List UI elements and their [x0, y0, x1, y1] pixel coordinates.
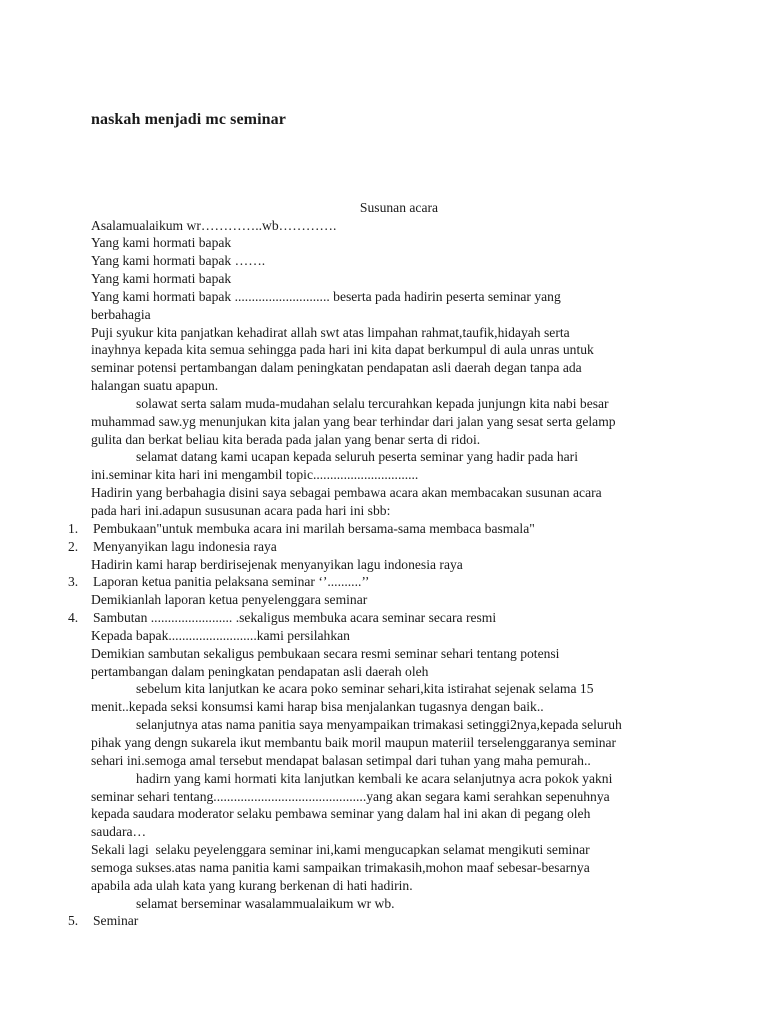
list-number: 2. [68, 538, 79, 554]
line-text: Seminar [93, 913, 139, 929]
paragraph-line [0, 770, 768, 788]
line-text: seminar sehari tentang.............................................yang akan segara kami serahkan sepenuhnya [91, 788, 610, 804]
paragraph-line [0, 859, 768, 877]
line-text: menit..kepada seksi konsumsi kami harap bisa menjalankan tugasnya dengan baik.. [91, 699, 544, 715]
line-text: Pembukaan"untuk membuka acara ini marilah bersama-sama membaca basmala" [93, 520, 535, 536]
list-number: 1. [68, 520, 79, 536]
paragraph-line [0, 431, 768, 449]
line-text: pada hari ini.adapun sususunan acara pada hari ini sbb: [91, 503, 391, 518]
paragraph-line [0, 627, 768, 645]
paragraph-line [0, 752, 768, 770]
line-text: Sambutan ........................ .sekaligus membuka acara seminar secara resmi [93, 610, 497, 626]
paragraph-line [0, 324, 768, 342]
line-text: Demikian sambutan sekaligus pembukaan secara resmi seminar sehari tentang potensi [91, 645, 560, 661]
paragraph-line [0, 341, 768, 359]
line-text: Hadirin kami harap berdirisejenak menyanyikan lagu indonesia raya [91, 556, 463, 572]
line-text: semoga sukses.atas nama panitia kami sampaikan trimakasih,mohon maaf sebesar-besarnya [91, 859, 590, 875]
paragraph-line [0, 234, 768, 252]
line-text: Laporan ketua panitia pelaksana seminar ‘’..........’’ [93, 574, 370, 590]
line-text: pertambangan dalam peningkatan pendapatan asli daerah oleh [91, 663, 429, 679]
line-text: muhammad saw.yg menunjukan kita jalan yang bear terhindar dari jalan yang sesat serta gelamp [91, 413, 616, 429]
document-body [0, 217, 768, 931]
line-text: Yang kami hormati bapak ............................ beserta pada hadirin peserta seminar yang [91, 288, 561, 304]
paragraph-line [0, 698, 768, 716]
line-text: inayhnya kepada kita semua sehingga pada hari ini kita dapat berkumpul di aula unras untuk [91, 342, 594, 358]
numbered-list-item [0, 538, 768, 556]
list-number: 4. [68, 610, 79, 626]
line-text: Puji syukur kita panjatkan kehadirat allah swt atas limpahan rahmat,taufik,hidayah serta [91, 324, 570, 340]
paragraph-line [0, 716, 768, 734]
document-title: naskah menjadi mc seminar [91, 111, 286, 128]
line-text: berbahagia [91, 306, 151, 322]
paragraph-line [0, 377, 768, 395]
line-text: Sekali lagi selaku peyelenggara seminar ini,kami mengucapkan selamat mengikuti seminar [91, 842, 590, 858]
numbered-list-item [0, 573, 768, 591]
line-text: ini.seminar kita hari ini mengambil topic............................... [91, 467, 419, 483]
line-text: sehari ini.semoga amal tersebut mendapat balasan setimpal dari tuhan yang maha pemurah.. [91, 752, 591, 768]
paragraph-line [0, 663, 768, 681]
list-number: 3. [68, 574, 79, 590]
paragraph-line [0, 645, 768, 663]
paragraph-line [0, 788, 768, 806]
line-text: Menyanyikan lagu indonesia raya [93, 538, 277, 554]
paragraph-line [0, 805, 768, 823]
line-text: saudara… [91, 824, 147, 840]
section-heading: Susunan acara [359, 200, 439, 215]
paragraph-line [0, 448, 768, 466]
line-text: Hadirin yang berbahagia disini saya sebagai pembawa acara akan membacakan susunan acara [91, 485, 602, 501]
line-text: Demikianlah laporan ketua penyelenggara seminar [91, 592, 368, 608]
paragraph-line [0, 288, 768, 306]
line-text: sebelum kita lanjutkan ke acara poko seminar sehari,kita istirahat sejenak selama 15 [136, 681, 594, 697]
line-text: Asalamualaikum wr…………..wb…………. [91, 217, 337, 233]
paragraph-line [0, 484, 768, 502]
line-text: pihak yang dengn sukarela ikut membantu baik moril maupun materiil terselenggaranya seminar [91, 734, 617, 750]
paragraph-line [0, 252, 768, 270]
paragraph-line [0, 680, 768, 698]
paragraph-line [0, 466, 768, 484]
line-text: Yang kami hormati bapak ……. [91, 253, 266, 269]
paragraph-line [0, 556, 768, 574]
paragraph-line [0, 306, 768, 324]
line-text: Yang kami hormati bapak [91, 235, 232, 251]
paragraph-line [0, 895, 768, 913]
paragraph-line [0, 270, 768, 288]
paragraph-line [0, 217, 768, 235]
paragraph-line [0, 359, 768, 377]
paragraph-line [0, 413, 768, 431]
line-text: halangan suatu apapun. [91, 378, 219, 394]
paragraph-line [0, 591, 768, 609]
numbered-list-item [0, 520, 768, 538]
line-text: hadirn yang kami hormati kita lanjutkan kembali ke acara selanjutnya acra pokok yakni [136, 770, 613, 786]
paragraph-line [0, 877, 768, 895]
line-text: solawat serta salam muda-mudahan selalu tercurahkan kepada junjungn kita nabi besar [136, 395, 609, 411]
paragraph-line [0, 395, 768, 413]
line-text: gulita dan berkat beliau kita berada pada jalan yang benar serta di ridoi. [91, 431, 481, 447]
paragraph-line [0, 823, 768, 841]
line-text: selamat datang kami ucapan kepada seluruh peserta seminar yang hadir pada hari [136, 449, 578, 465]
list-number: 5. [68, 913, 79, 929]
paragraph-line [0, 734, 768, 752]
numbered-list-item [0, 609, 768, 627]
line-text: Yang kami hormati bapak [91, 271, 232, 287]
line-text: seminar potensi pertambangan dalam peningkatan pendapatan asli daerah degan tanpa ada [91, 360, 582, 376]
line-text: kepada saudara moderator selaku pembawa seminar yang dalam hal ini akan di pegang oleh [91, 806, 591, 822]
line-text: Kepada bapak..........................kami persilahkan [91, 627, 350, 643]
paragraph-line [0, 502, 768, 520]
paragraph-line [0, 841, 768, 859]
line-text: apabila ada ulah kata yang kurang berkenan di hati hadirin. [91, 877, 413, 893]
numbered-list-item [0, 912, 768, 930]
line-text: selanjutnya atas nama panitia saya menyampaikan trimakasi setinggi2nya,kepada seluruh [136, 717, 622, 733]
line-text: selamat berseminar wasalammualaikum wr wb. [136, 895, 395, 911]
